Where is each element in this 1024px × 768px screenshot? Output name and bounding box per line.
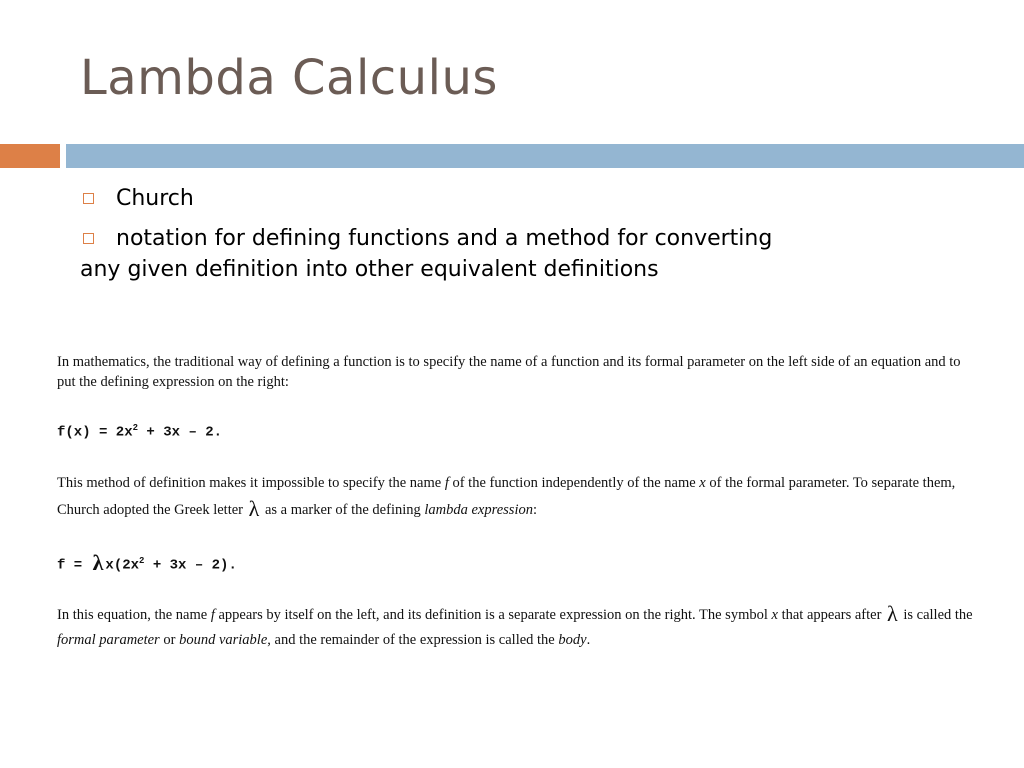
excerpt-paragraph-3: In this equation, the name f appears by itself on the left, and its definition is a separate expression on the right. The symbol x that appears after λ is called the formal parameter or bound variable, and the remainder of the expression is called the body. <box>57 601 973 649</box>
excerpt-image-text <box>57 352 977 653</box>
bullet-text: Church <box>116 185 194 211</box>
lambda-symbol: λ <box>248 495 260 521</box>
excerpt-paragraph-2: This method of definition makes it impossible to specify the name f of the function independently of the name x of the formal parameter. To separate them, Church adopted the Greek letter λ as a marker of the defining lambda expression: <box>57 474 956 521</box>
equation-1: $f(x) = 2x^2 + 3x - 2$. <box>57 423 223 441</box>
excerpt-paragraph-1: In mathematics, the traditional way of defining a function is to specify the name of a function and its formal parameter on the left side of an equation and to put the defining expression on the right: <box>57 354 961 390</box>
bullet-item <box>80 222 980 254</box>
bullet-item <box>80 182 980 214</box>
accent-bar-blue <box>66 144 1024 168</box>
equation-2: f = λ $x(2x^2 + 3x - 2)$. <box>57 550 237 576</box>
bullet-text: notation for defining functions and a method for converting <box>116 225 773 251</box>
square-bullet-icon <box>83 233 94 244</box>
accent-bar-orange <box>0 144 60 168</box>
square-bullet-icon <box>83 193 94 204</box>
bullet-continuation: any given definition into other equivalent definitions <box>80 257 659 282</box>
lambda-symbol: λ <box>887 601 898 627</box>
bullet-list <box>80 182 980 286</box>
slide-title: Lambda Calculus <box>80 50 498 106</box>
lambda-symbol: λ <box>92 550 104 576</box>
